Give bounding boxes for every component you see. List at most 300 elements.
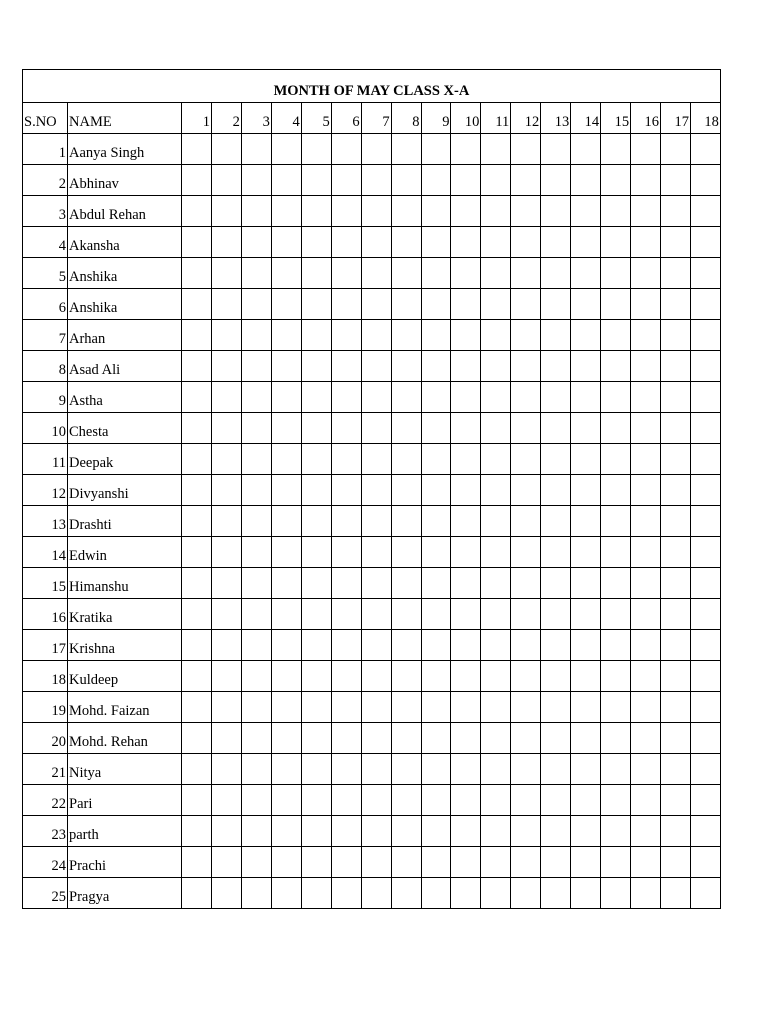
attendance-cell[interactable] (661, 568, 691, 599)
attendance-cell[interactable] (481, 630, 511, 661)
attendance-cell[interactable] (391, 568, 421, 599)
attendance-cell[interactable] (421, 382, 451, 413)
attendance-cell[interactable] (690, 382, 720, 413)
attendance-cell[interactable] (271, 661, 301, 692)
attendance-cell[interactable] (451, 878, 481, 909)
attendance-cell[interactable] (361, 630, 391, 661)
attendance-cell[interactable] (361, 413, 391, 444)
attendance-cell[interactable] (481, 847, 511, 878)
attendance-cell[interactable] (271, 227, 301, 258)
attendance-cell[interactable] (511, 196, 541, 227)
attendance-cell[interactable] (631, 661, 661, 692)
attendance-cell[interactable] (690, 351, 720, 382)
attendance-cell[interactable] (391, 351, 421, 382)
attendance-cell[interactable] (361, 785, 391, 816)
attendance-cell[interactable] (601, 723, 631, 754)
attendance-cell[interactable] (601, 568, 631, 599)
attendance-cell[interactable] (391, 661, 421, 692)
attendance-cell[interactable] (631, 723, 661, 754)
attendance-cell[interactable] (661, 289, 691, 320)
attendance-cell[interactable] (451, 847, 481, 878)
attendance-cell[interactable] (631, 227, 661, 258)
attendance-cell[interactable] (211, 630, 241, 661)
attendance-cell[interactable] (571, 258, 601, 289)
attendance-cell[interactable] (690, 289, 720, 320)
attendance-cell[interactable] (271, 754, 301, 785)
attendance-cell[interactable] (361, 723, 391, 754)
attendance-cell[interactable] (271, 444, 301, 475)
attendance-cell[interactable] (541, 351, 571, 382)
attendance-cell[interactable] (571, 878, 601, 909)
attendance-cell[interactable] (511, 351, 541, 382)
attendance-cell[interactable] (241, 568, 271, 599)
attendance-cell[interactable] (421, 816, 451, 847)
attendance-cell[interactable] (421, 196, 451, 227)
attendance-cell[interactable] (391, 475, 421, 506)
attendance-cell[interactable] (631, 692, 661, 723)
attendance-cell[interactable] (361, 599, 391, 630)
attendance-cell[interactable] (241, 134, 271, 165)
attendance-cell[interactable] (331, 878, 361, 909)
attendance-cell[interactable] (421, 444, 451, 475)
attendance-cell[interactable] (631, 754, 661, 785)
attendance-cell[interactable] (271, 847, 301, 878)
attendance-cell[interactable] (271, 289, 301, 320)
attendance-cell[interactable] (331, 258, 361, 289)
attendance-cell[interactable] (481, 475, 511, 506)
attendance-cell[interactable] (481, 444, 511, 475)
attendance-cell[interactable] (571, 723, 601, 754)
attendance-cell[interactable] (182, 723, 212, 754)
attendance-cell[interactable] (241, 258, 271, 289)
attendance-cell[interactable] (211, 475, 241, 506)
attendance-cell[interactable] (391, 413, 421, 444)
attendance-cell[interactable] (541, 258, 571, 289)
attendance-cell[interactable] (361, 754, 391, 785)
attendance-cell[interactable] (451, 537, 481, 568)
attendance-cell[interactable] (211, 816, 241, 847)
attendance-cell[interactable] (331, 506, 361, 537)
attendance-cell[interactable] (421, 506, 451, 537)
attendance-cell[interactable] (690, 196, 720, 227)
attendance-cell[interactable] (481, 568, 511, 599)
attendance-cell[interactable] (301, 537, 331, 568)
attendance-cell[interactable] (481, 754, 511, 785)
attendance-cell[interactable] (481, 165, 511, 196)
attendance-cell[interactable] (511, 382, 541, 413)
attendance-cell[interactable] (631, 506, 661, 537)
attendance-cell[interactable] (301, 475, 331, 506)
attendance-cell[interactable] (421, 258, 451, 289)
attendance-cell[interactable] (211, 723, 241, 754)
attendance-cell[interactable] (631, 165, 661, 196)
attendance-cell[interactable] (182, 196, 212, 227)
attendance-cell[interactable] (631, 196, 661, 227)
attendance-cell[interactable] (331, 413, 361, 444)
attendance-cell[interactable] (421, 568, 451, 599)
attendance-cell[interactable] (331, 754, 361, 785)
attendance-cell[interactable] (481, 785, 511, 816)
attendance-cell[interactable] (211, 258, 241, 289)
attendance-cell[interactable] (511, 661, 541, 692)
attendance-cell[interactable] (182, 847, 212, 878)
attendance-cell[interactable] (271, 599, 301, 630)
attendance-cell[interactable] (301, 444, 331, 475)
attendance-cell[interactable] (361, 382, 391, 413)
attendance-cell[interactable] (182, 165, 212, 196)
attendance-cell[interactable] (301, 382, 331, 413)
attendance-cell[interactable] (541, 444, 571, 475)
attendance-cell[interactable] (361, 847, 391, 878)
attendance-cell[interactable] (541, 413, 571, 444)
attendance-cell[interactable] (481, 816, 511, 847)
attendance-cell[interactable] (631, 258, 661, 289)
attendance-cell[interactable] (301, 878, 331, 909)
attendance-cell[interactable] (511, 754, 541, 785)
attendance-cell[interactable] (631, 382, 661, 413)
attendance-cell[interactable] (601, 196, 631, 227)
attendance-cell[interactable] (661, 785, 691, 816)
attendance-cell[interactable] (391, 537, 421, 568)
attendance-cell[interactable] (571, 351, 601, 382)
attendance-cell[interactable] (511, 692, 541, 723)
attendance-cell[interactable] (421, 475, 451, 506)
attendance-cell[interactable] (182, 134, 212, 165)
attendance-cell[interactable] (271, 506, 301, 537)
attendance-cell[interactable] (631, 289, 661, 320)
attendance-cell[interactable] (182, 227, 212, 258)
attendance-cell[interactable] (361, 878, 391, 909)
attendance-cell[interactable] (211, 165, 241, 196)
attendance-cell[interactable] (661, 227, 691, 258)
attendance-cell[interactable] (241, 382, 271, 413)
attendance-cell[interactable] (690, 568, 720, 599)
attendance-cell[interactable] (661, 878, 691, 909)
attendance-cell[interactable] (331, 723, 361, 754)
attendance-cell[interactable] (182, 661, 212, 692)
attendance-cell[interactable] (481, 351, 511, 382)
attendance-cell[interactable] (541, 134, 571, 165)
attendance-cell[interactable] (690, 661, 720, 692)
attendance-cell[interactable] (301, 196, 331, 227)
attendance-cell[interactable] (391, 692, 421, 723)
attendance-cell[interactable] (571, 320, 601, 351)
attendance-cell[interactable] (511, 289, 541, 320)
attendance-cell[interactable] (661, 444, 691, 475)
attendance-cell[interactable] (511, 320, 541, 351)
attendance-cell[interactable] (511, 599, 541, 630)
attendance-cell[interactable] (421, 785, 451, 816)
attendance-cell[interactable] (541, 382, 571, 413)
attendance-cell[interactable] (211, 413, 241, 444)
attendance-cell[interactable] (631, 878, 661, 909)
attendance-cell[interactable] (661, 630, 691, 661)
attendance-cell[interactable] (511, 816, 541, 847)
attendance-cell[interactable] (271, 196, 301, 227)
attendance-cell[interactable] (361, 134, 391, 165)
attendance-cell[interactable] (571, 537, 601, 568)
attendance-cell[interactable] (331, 382, 361, 413)
attendance-cell[interactable] (601, 258, 631, 289)
attendance-cell[interactable] (601, 692, 631, 723)
attendance-cell[interactable] (690, 816, 720, 847)
attendance-cell[interactable] (182, 506, 212, 537)
attendance-cell[interactable] (331, 444, 361, 475)
attendance-cell[interactable] (571, 630, 601, 661)
attendance-cell[interactable] (211, 568, 241, 599)
attendance-cell[interactable] (631, 599, 661, 630)
attendance-cell[interactable] (541, 475, 571, 506)
attendance-cell[interactable] (361, 661, 391, 692)
attendance-cell[interactable] (690, 692, 720, 723)
attendance-cell[interactable] (241, 723, 271, 754)
attendance-cell[interactable] (211, 754, 241, 785)
attendance-cell[interactable] (571, 754, 601, 785)
attendance-cell[interactable] (301, 289, 331, 320)
attendance-cell[interactable] (182, 351, 212, 382)
attendance-cell[interactable] (361, 351, 391, 382)
attendance-cell[interactable] (690, 475, 720, 506)
attendance-cell[interactable] (331, 537, 361, 568)
attendance-cell[interactable] (601, 227, 631, 258)
attendance-cell[interactable] (211, 599, 241, 630)
attendance-cell[interactable] (421, 692, 451, 723)
attendance-cell[interactable] (241, 444, 271, 475)
attendance-cell[interactable] (331, 630, 361, 661)
attendance-cell[interactable] (391, 258, 421, 289)
attendance-cell[interactable] (331, 475, 361, 506)
attendance-cell[interactable] (690, 630, 720, 661)
attendance-cell[interactable] (271, 320, 301, 351)
attendance-cell[interactable] (241, 692, 271, 723)
attendance-cell[interactable] (331, 196, 361, 227)
attendance-cell[interactable] (631, 475, 661, 506)
attendance-cell[interactable] (241, 878, 271, 909)
attendance-cell[interactable] (451, 630, 481, 661)
attendance-cell[interactable] (661, 382, 691, 413)
attendance-cell[interactable] (331, 289, 361, 320)
attendance-cell[interactable] (241, 630, 271, 661)
attendance-cell[interactable] (211, 196, 241, 227)
attendance-cell[interactable] (301, 568, 331, 599)
attendance-cell[interactable] (511, 847, 541, 878)
attendance-cell[interactable] (631, 847, 661, 878)
attendance-cell[interactable] (421, 320, 451, 351)
attendance-cell[interactable] (301, 413, 331, 444)
attendance-cell[interactable] (361, 227, 391, 258)
attendance-cell[interactable] (481, 134, 511, 165)
attendance-cell[interactable] (601, 878, 631, 909)
attendance-cell[interactable] (182, 444, 212, 475)
attendance-cell[interactable] (541, 537, 571, 568)
attendance-cell[interactable] (391, 754, 421, 785)
attendance-cell[interactable] (511, 134, 541, 165)
attendance-cell[interactable] (421, 878, 451, 909)
attendance-cell[interactable] (211, 227, 241, 258)
attendance-cell[interactable] (661, 258, 691, 289)
attendance-cell[interactable] (211, 692, 241, 723)
attendance-cell[interactable] (571, 661, 601, 692)
attendance-cell[interactable] (541, 785, 571, 816)
attendance-cell[interactable] (481, 320, 511, 351)
attendance-cell[interactable] (361, 444, 391, 475)
attendance-cell[interactable] (690, 413, 720, 444)
attendance-cell[interactable] (391, 289, 421, 320)
attendance-cell[interactable] (451, 444, 481, 475)
attendance-cell[interactable] (301, 661, 331, 692)
attendance-cell[interactable] (271, 413, 301, 444)
attendance-cell[interactable] (571, 568, 601, 599)
attendance-cell[interactable] (301, 785, 331, 816)
attendance-cell[interactable] (331, 165, 361, 196)
attendance-cell[interactable] (211, 382, 241, 413)
attendance-cell[interactable] (601, 847, 631, 878)
attendance-cell[interactable] (451, 785, 481, 816)
attendance-cell[interactable] (211, 785, 241, 816)
attendance-cell[interactable] (541, 568, 571, 599)
attendance-cell[interactable] (571, 382, 601, 413)
attendance-cell[interactable] (331, 351, 361, 382)
attendance-cell[interactable] (421, 661, 451, 692)
attendance-cell[interactable] (601, 599, 631, 630)
attendance-cell[interactable] (690, 165, 720, 196)
attendance-cell[interactable] (421, 289, 451, 320)
attendance-cell[interactable] (631, 320, 661, 351)
attendance-cell[interactable] (481, 258, 511, 289)
attendance-cell[interactable] (601, 382, 631, 413)
attendance-cell[interactable] (182, 754, 212, 785)
attendance-cell[interactable] (301, 351, 331, 382)
attendance-cell[interactable] (451, 289, 481, 320)
attendance-cell[interactable] (301, 258, 331, 289)
attendance-cell[interactable] (571, 692, 601, 723)
attendance-cell[interactable] (182, 692, 212, 723)
attendance-cell[interactable] (182, 816, 212, 847)
attendance-cell[interactable] (391, 816, 421, 847)
attendance-cell[interactable] (601, 816, 631, 847)
attendance-cell[interactable] (571, 785, 601, 816)
attendance-cell[interactable] (541, 506, 571, 537)
attendance-cell[interactable] (421, 165, 451, 196)
attendance-cell[interactable] (271, 351, 301, 382)
attendance-cell[interactable] (661, 661, 691, 692)
attendance-cell[interactable] (391, 878, 421, 909)
attendance-cell[interactable] (182, 382, 212, 413)
attendance-cell[interactable] (182, 537, 212, 568)
attendance-cell[interactable] (361, 289, 391, 320)
attendance-cell[interactable] (661, 816, 691, 847)
attendance-cell[interactable] (241, 661, 271, 692)
attendance-cell[interactable] (391, 382, 421, 413)
attendance-cell[interactable] (661, 320, 691, 351)
attendance-cell[interactable] (601, 475, 631, 506)
attendance-cell[interactable] (182, 289, 212, 320)
attendance-cell[interactable] (481, 878, 511, 909)
attendance-cell[interactable] (211, 134, 241, 165)
attendance-cell[interactable] (421, 413, 451, 444)
attendance-cell[interactable] (601, 630, 631, 661)
attendance-cell[interactable] (601, 165, 631, 196)
attendance-cell[interactable] (541, 692, 571, 723)
attendance-cell[interactable] (541, 723, 571, 754)
attendance-cell[interactable] (661, 692, 691, 723)
attendance-cell[interactable] (511, 630, 541, 661)
attendance-cell[interactable] (301, 134, 331, 165)
attendance-cell[interactable] (451, 661, 481, 692)
attendance-cell[interactable] (661, 754, 691, 785)
attendance-cell[interactable] (241, 351, 271, 382)
attendance-cell[interactable] (421, 599, 451, 630)
attendance-cell[interactable] (241, 227, 271, 258)
attendance-cell[interactable] (451, 196, 481, 227)
attendance-cell[interactable] (661, 196, 691, 227)
attendance-cell[interactable] (481, 599, 511, 630)
attendance-cell[interactable] (631, 568, 661, 599)
attendance-cell[interactable] (481, 692, 511, 723)
attendance-cell[interactable] (211, 351, 241, 382)
attendance-cell[interactable] (661, 723, 691, 754)
attendance-cell[interactable] (690, 847, 720, 878)
attendance-cell[interactable] (690, 785, 720, 816)
attendance-cell[interactable] (211, 537, 241, 568)
attendance-cell[interactable] (451, 723, 481, 754)
attendance-cell[interactable] (421, 723, 451, 754)
attendance-cell[interactable] (511, 878, 541, 909)
attendance-cell[interactable] (451, 413, 481, 444)
attendance-cell[interactable] (631, 630, 661, 661)
attendance-cell[interactable] (571, 444, 601, 475)
attendance-cell[interactable] (271, 475, 301, 506)
attendance-cell[interactable] (182, 258, 212, 289)
attendance-cell[interactable] (211, 506, 241, 537)
attendance-cell[interactable] (361, 320, 391, 351)
attendance-cell[interactable] (391, 599, 421, 630)
attendance-cell[interactable] (391, 227, 421, 258)
attendance-cell[interactable] (631, 785, 661, 816)
attendance-cell[interactable] (361, 475, 391, 506)
attendance-cell[interactable] (241, 320, 271, 351)
attendance-cell[interactable] (361, 816, 391, 847)
attendance-cell[interactable] (211, 661, 241, 692)
attendance-cell[interactable] (301, 754, 331, 785)
attendance-cell[interactable] (451, 320, 481, 351)
attendance-cell[interactable] (601, 351, 631, 382)
attendance-cell[interactable] (511, 475, 541, 506)
attendance-cell[interactable] (361, 568, 391, 599)
attendance-cell[interactable] (481, 382, 511, 413)
attendance-cell[interactable] (361, 165, 391, 196)
attendance-cell[interactable] (391, 165, 421, 196)
attendance-cell[interactable] (391, 320, 421, 351)
attendance-cell[interactable] (541, 754, 571, 785)
attendance-cell[interactable] (421, 754, 451, 785)
attendance-cell[interactable] (361, 258, 391, 289)
attendance-cell[interactable] (541, 816, 571, 847)
attendance-cell[interactable] (451, 599, 481, 630)
attendance-cell[interactable] (451, 351, 481, 382)
attendance-cell[interactable] (301, 165, 331, 196)
attendance-cell[interactable] (571, 289, 601, 320)
attendance-cell[interactable] (541, 196, 571, 227)
attendance-cell[interactable] (271, 878, 301, 909)
attendance-cell[interactable] (661, 351, 691, 382)
attendance-cell[interactable] (301, 816, 331, 847)
attendance-cell[interactable] (241, 816, 271, 847)
attendance-cell[interactable] (511, 444, 541, 475)
attendance-cell[interactable] (541, 878, 571, 909)
attendance-cell[interactable] (241, 847, 271, 878)
attendance-cell[interactable] (511, 568, 541, 599)
